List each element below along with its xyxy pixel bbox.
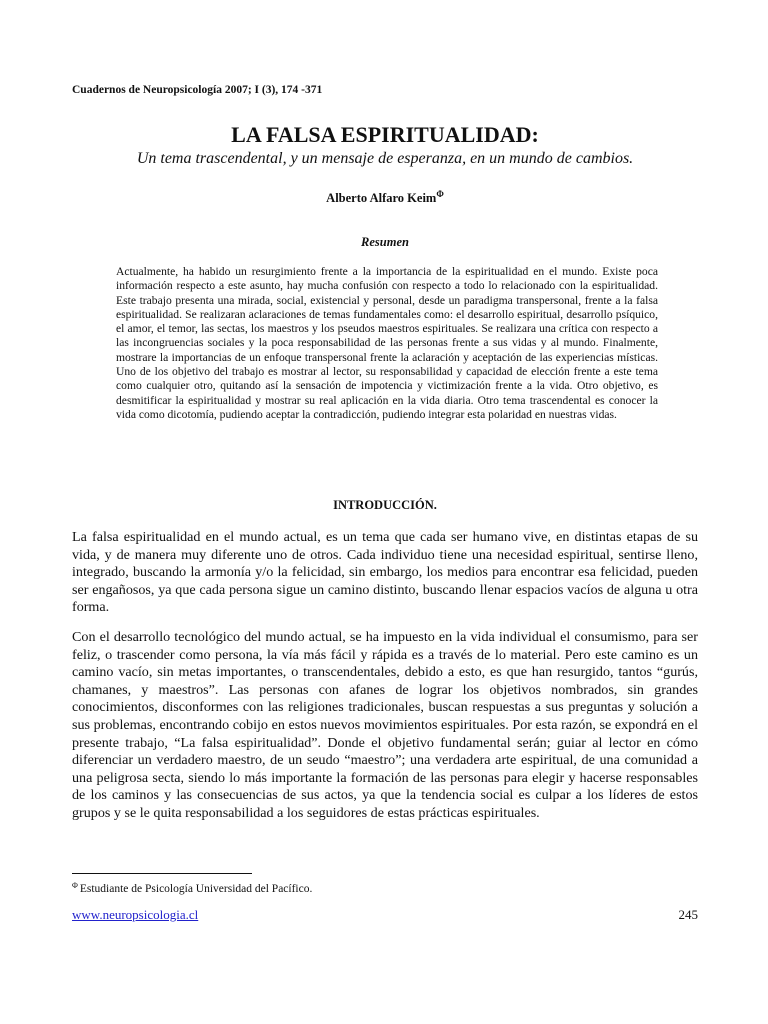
introduction-paragraph-1: La falsa espiritualidad en el mundo actual, es un tema que cada ser humano vive, en distintas etapas de su vida, y de manera muy diferente uno de otros. Cada individuo tiene una necesidad espiritual, sentirse lleno, integrado, buscando la armonía y/o la felicidad, sin embargo, los medios para encontrar esa felicidad, pueden ser engañosos, ya que cada persona sigue un camino distinto, buscando llenar espacios vacíos de alguna u otra forma. [72, 529, 698, 616]
article-subtitle: Un tema trascendental, y un mensaje de esperanza, en un mundo de cambios. [136, 150, 634, 167]
author-line [72, 189, 698, 206]
website-link[interactable]: www.neuropsicologia.cl [72, 907, 199, 922]
footnote-text: Estudiante de Psicología Universidad del Pacífico. [79, 883, 313, 895]
introduction-heading: INTRODUCCIÓN. [333, 498, 437, 512]
footnote-mark: Φ [72, 881, 78, 890]
author-footnote-mark: Φ [436, 189, 444, 199]
footnote-divider [72, 873, 252, 874]
journal-reference: Cuadernos de Neuropsicología 2007; I (3), 174 -371 [72, 84, 323, 96]
author-name: Alberto Alfaro Keim [326, 191, 437, 205]
abstract-heading: Resumen [361, 235, 409, 249]
footnote [72, 881, 312, 895]
introduction-paragraph-2: Con el desarrollo tecnológico del mundo actual, se ha impuesto en la vida individual el consumismo, para ser feliz, o trascender como persona, la vía más fácil y rápida es a través de lo material. Pero este camino es un camino vacío, sin metas importantes, o transcendentales, debido a esto, es que han resurgido, tantos “gurús, chamanes, y maestros”. Las personas con afanes de lograr los objetivos nombrados, sin grandes conocimientos, disconformes con las religiones tradicionales, buscan respuestas a sus preguntas y solución a sus problemas, encontrando cobijo en estos nuevos movimientos espirituales. Por esta razón, se expondrá en el presente trabajo, “La falsa espiritualidad”. Donde el objetivo fundamental serán; guiar al lector en cómo diferenciar un verdadero maestro, de un seudo “maestro”; una verdadera arte espiritual, de una comunidad a una peligrosa secta, siendo lo más importante la formación de las personas para elegir y hacerse responsables de los caminos y las consecuencias de sus actos, ya que la tendencia social es culpar a los líderes de estos grupos y se le quita responsabilidad a los seguidores de estas prácticas espirituales. [72, 629, 698, 821]
page-number: 245 [678, 907, 698, 922]
abstract-text: Actualmente, ha habido un resurgimiento frente a la importancia de la espiritualidad en el mundo. Existe poca información respecto a este asunto, hay mucha confusión con respecto a todo lo relacionado con la espiritualidad. Este trabajo presenta una mirada, social, existencial y personal, desde un paradigma transpersonal, frente a la falsa espiritualidad. Se realizaran aclaraciones de temas fundamentales como: el desarrollo espiritual, desarrollo psíquico, el amor, el temor, las sectas, los maestros y los pseudos maestros espirituales. Se realizara una crítica con respecto a las incongruencias sociales y la poca responsabilidad de las personas frente a sus vidas y al mundo. Finalmente, mostrare la importancias de un enfoque transpersonal frente la aclaración y aceptación de las experiencias místicas. Uno de los objetivo del trabajo es mostrar al lector, su responsabilidad y capacidad de elección frente a este tema como cualquier otro, quitando así la sensación de impotencia y victimización frente a la vida. Otro objetivo, es desmitificar la espiritualidad y mostrar su real aplicación en la vida diaria. Otro tema trascendental es conocer la vida como dicotomía, pudiendo aceptar la contradicción, pudiendo integrar esta polaridad en nuestras vidas. [116, 265, 658, 421]
article-title: LA FALSA ESPIRITUALIDAD: [231, 122, 539, 147]
